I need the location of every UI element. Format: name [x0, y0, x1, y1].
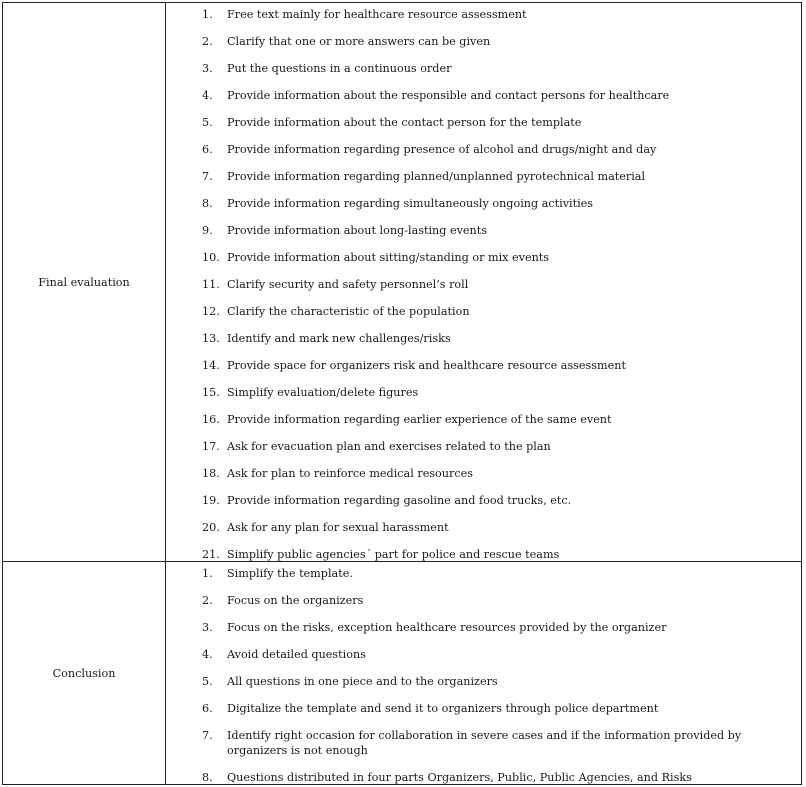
- list-item: [166, 412, 801, 427]
- item-text: Identify and mark new challenges/risks: [227, 332, 451, 345]
- table-row-final-evaluation: [3, 3, 801, 561]
- item-number: 8.: [202, 771, 213, 784]
- item-number: 19.: [202, 494, 220, 507]
- item-text: Focus on the risks, exception healthcare resources provided by the organizer: [227, 621, 667, 634]
- item-text: Digitalize the template and send it to organizers through police department: [227, 702, 659, 715]
- item-number: 16.: [202, 413, 220, 426]
- section-items-cell: [166, 3, 801, 561]
- item-text: Provide space for organizers risk and healthcare resource assessment: [227, 359, 626, 372]
- item-number: 7.: [202, 729, 213, 742]
- list-item: [166, 34, 801, 49]
- item-text: Clarify the characteristic of the population: [227, 305, 470, 318]
- list-item: [166, 566, 801, 581]
- item-number: 17.: [202, 440, 220, 453]
- item-text: Ask for plan to reinforce medical resources: [227, 467, 473, 480]
- list-item: [166, 304, 801, 319]
- list-item: [166, 439, 801, 454]
- item-number: 20.: [202, 521, 220, 534]
- list-item: [166, 169, 801, 184]
- list-item: [166, 88, 801, 103]
- item-text: Ask for any plan for sexual harassment: [227, 521, 449, 534]
- item-text: Provide information regarding presence of alcohol and drugs/night and day: [227, 143, 657, 156]
- item-text: Provide information regarding simultaneously ongoing activities: [227, 197, 594, 210]
- list-item: [166, 223, 801, 238]
- evaluation-table: [2, 2, 802, 785]
- item-text: Ask for evacuation plan and exercises related to the plan: [227, 440, 551, 453]
- item-number: 6.: [202, 702, 213, 715]
- item-text: Put the questions in a continuous order: [227, 62, 452, 75]
- item-text: Clarify security and safety personnel’s roll: [227, 278, 469, 291]
- item-number: 1.: [202, 8, 213, 21]
- list-item: [166, 250, 801, 265]
- item-number: 3.: [202, 621, 213, 634]
- item-text: Provide information about the contact person for the template: [227, 116, 582, 129]
- item-number: 4.: [202, 89, 213, 102]
- item-number: 15.: [202, 386, 220, 399]
- item-number: 10.: [202, 251, 220, 264]
- list-item: [166, 620, 801, 635]
- list-item: [166, 770, 801, 785]
- item-number: 6.: [202, 143, 213, 156]
- item-text: Provide information regarding earlier experience of the same event: [227, 413, 612, 426]
- list-item: [166, 647, 801, 662]
- item-number: 5.: [202, 116, 213, 129]
- item-number: 9.: [202, 224, 213, 237]
- item-text: Clarify that one or more answers can be given: [227, 35, 491, 48]
- list-item: [166, 520, 801, 535]
- item-text: Questions distributed in four parts Organizers, Public, Public Agencies, and Risks: [227, 771, 692, 784]
- table-row-conclusion: [3, 561, 801, 784]
- item-number: 11.: [202, 278, 220, 291]
- section-label-cell: [3, 3, 166, 561]
- list-item: [166, 674, 801, 689]
- list-item: [166, 593, 801, 608]
- item-number: 7.: [202, 170, 213, 183]
- item-text: Focus on the organizers: [227, 594, 364, 607]
- list-item: [166, 277, 801, 292]
- list-item: [166, 493, 801, 508]
- item-number: 2.: [202, 594, 213, 607]
- list-item: [166, 466, 801, 481]
- section-label-cell: [3, 562, 166, 784]
- item-number: 8.: [202, 197, 213, 210]
- list-item: [166, 385, 801, 400]
- item-number: 21.: [202, 548, 220, 561]
- list-item: [166, 728, 801, 758]
- item-text: Simplify the template.: [227, 567, 353, 580]
- item-text: Provide information about long-lasting events: [227, 224, 487, 237]
- item-number: 3.: [202, 62, 213, 75]
- section-items-cell: [166, 562, 801, 784]
- item-number: 13.: [202, 332, 220, 345]
- item-number: 4.: [202, 648, 213, 661]
- item-number: 1.: [202, 567, 213, 580]
- list-item: [166, 7, 801, 22]
- item-text: Simplify evaluation/delete figures: [227, 386, 419, 399]
- section-label: Final evaluation: [38, 275, 130, 289]
- list-item: [166, 196, 801, 211]
- item-number: 18.: [202, 467, 220, 480]
- item-text: Simplify public agencies´ part for police and rescue teams: [227, 548, 560, 561]
- item-text: Provide information about sitting/standing or mix events: [227, 251, 550, 264]
- item-text: All questions in one piece and to the organizers: [227, 675, 498, 688]
- section-label: Conclusion: [52, 666, 116, 680]
- list-item: [166, 547, 801, 562]
- list-item: [166, 331, 801, 346]
- list-item: [166, 142, 801, 157]
- item-number: 2.: [202, 35, 213, 48]
- item-text: Provide information about the responsible and contact persons for healthcare: [227, 89, 670, 102]
- item-text: Identify right occasion for collaboration in severe cases and if the information provided by organizers is not enough: [227, 729, 742, 757]
- item-number: 5.: [202, 675, 213, 688]
- item-number: 14.: [202, 359, 220, 372]
- list-item: [166, 358, 801, 373]
- item-text: Provide information regarding gasoline and food trucks, etc.: [227, 494, 572, 507]
- item-list: [166, 7, 801, 562]
- list-item: [166, 115, 801, 130]
- item-text: Avoid detailed questions: [227, 648, 366, 661]
- item-text: Free text mainly for healthcare resource assessment: [227, 8, 527, 21]
- item-number: 12.: [202, 305, 220, 318]
- list-item: [166, 61, 801, 76]
- list-item: [166, 701, 801, 716]
- item-text: Provide information regarding planned/unplanned pyrotechnical material: [227, 170, 646, 183]
- item-list: [166, 566, 801, 785]
